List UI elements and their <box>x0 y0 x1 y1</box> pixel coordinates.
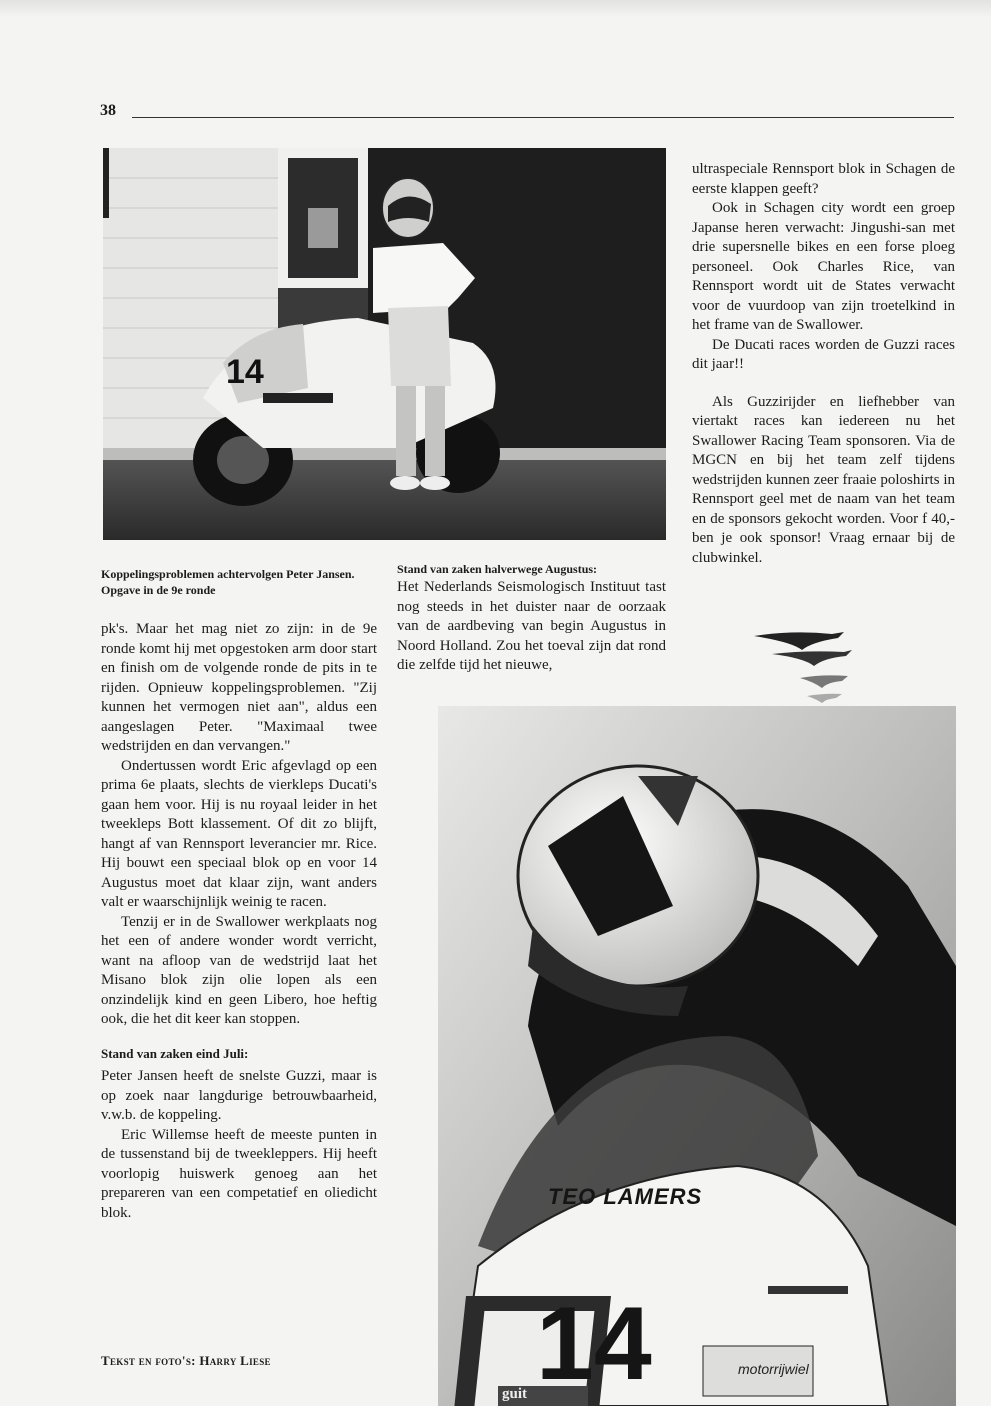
paragraph: Het Nederlands Seismologisch Instituut tast nog steeds in het duister naar de oorzaak van de aardbeving van begin Augustus in Noord Holland. Zou het toeval zijn dat rond die zelfde tijd het nieuwe, <box>397 579 666 673</box>
photo-pit-garage <box>103 148 666 540</box>
paragraph: Tenzij er in de Swallower werkplaats nog het een of andere wonder wordt verricht, want na afloop van de wedstrijd laat het Misano blok zijn olie lopen als een onzindelijk kind en geen Libero, hoe heftig ook, die het dit keer kan stoppen. <box>101 913 377 1027</box>
section-heading: Stand van zaken eind Juli: <box>101 1045 249 1061</box>
article-column-left <box>101 620 377 1223</box>
article-column-middle <box>397 578 666 676</box>
paragraph: Eric Willemse heeft de meeste punten in de tussenstand bij de tweekleppers. Hij heeft voorlopig huiswerk genoeg aan het prepareren van een competatief en oliedicht blok. <box>101 1126 377 1221</box>
photo-rider-bike-14 <box>438 706 956 1406</box>
svg-text:14: 14 <box>226 353 264 391</box>
swallow-wings-logo-icon <box>752 628 872 708</box>
paragraph: Als Guzzirijder en liefhebber van viertakt races kan iedereen nu het Swallower Racing Team sponsoren. Via de MGCN en bij het team zelf tijdens wedstrijden kunnen zeer fraaie poloshirts in Rennsport geel met de naam van het team en de sponsors gekocht worden. Voor f 40,- ben je ook sponsor! Vraag ernaar bij de clubwinkel. <box>692 393 955 566</box>
header-rule <box>132 117 954 118</box>
scan-edge <box>0 0 991 18</box>
paragraph: ultraspeciale Rennsport blok in Schagen de eerste klappen geeft? <box>692 161 955 197</box>
paragraph: Ondertussen wordt Eric afgevlagd op een prima 6e plaats, slechts de vierkleps Ducati's gaan hem voor. Hij is nu royaal leider in het tweekleps Bott klassement. Of dit zo blijft, hangt af van Rennsport leverancier mr. Rice. Hij bouwt een speciaal blok op en voor 14 Augustus moet dat klaar zijn, want anders valt er waarschijnlijk weinig te racen. <box>101 757 377 910</box>
sponsor-text: guit <box>502 1386 528 1402</box>
sponsor-side-text: motorrijwiel <box>738 1361 809 1377</box>
photo-caption: Koppelingsproblemen achtervolgen Peter Jansen. Opgave in de 9e ronde <box>101 567 355 597</box>
race-number: 14 <box>536 1286 652 1402</box>
page-number: 38 <box>100 102 116 119</box>
paragraph: De Ducati races worden de Guzzi races dit jaar!! <box>692 336 955 372</box>
paragraph: pk's. Maar het mag niet zo zijn: in de 9e ronde komt hij met opgestoken arm door start en finish om de volgende ronde de pits in te rijden. Opnieuw koppelingsproblemen. "Zij kunnen het vermogen niet aan", aldus een aangeslagen Peter. "Maximaal twee wedstrijden en dan vervangen." <box>101 621 377 754</box>
article-column-right <box>692 160 955 568</box>
paragraph: Peter Jansen heeft de snelste Guzzi, maar is op zoek naar langdurige betrouwbaarheid, v.w.b. de koppeling. <box>101 1068 377 1123</box>
section-heading: Stand van zaken halverwege Augustus: <box>397 562 598 576</box>
author-credit: Tekst en foto's: Harry Liese <box>101 1353 271 1368</box>
paragraph: Ook in Schagen city wordt een groep Japanse heren verwacht: Jingushi-san met drie supersnelle bikes en een forse ploeg personeel. Ook Charles Rice, van Rennsport wordt uit de States verwacht voor de vuurdoop van zijn troetelkind in het frame van de Swallower. <box>692 200 955 333</box>
fairing-brand-text: TEO LAMERS <box>548 1184 703 1209</box>
